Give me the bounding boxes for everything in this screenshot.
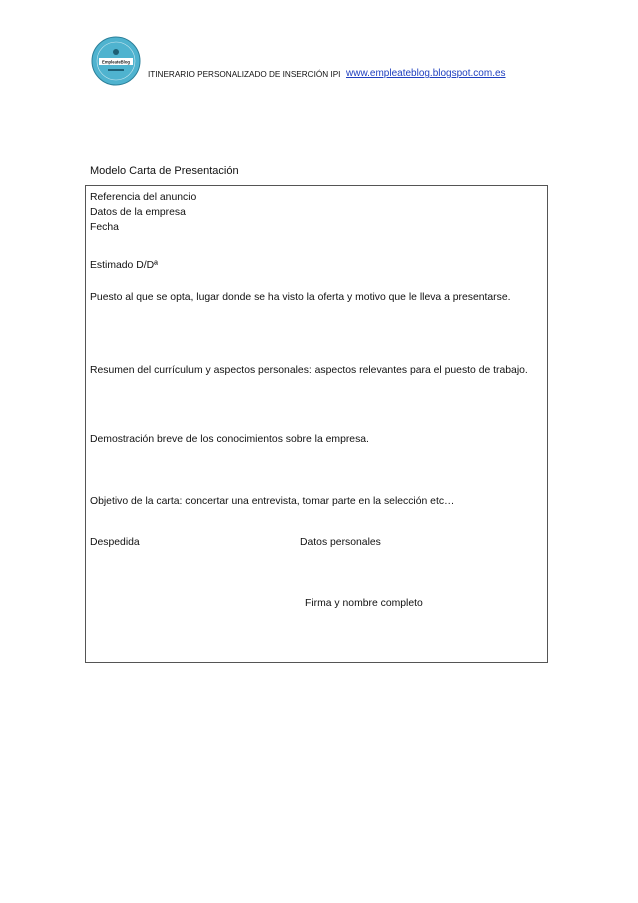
header-title: ITINERARIO PERSONALIZADO DE INSERCIÓN IPI xyxy=(148,70,341,79)
line-datos-personales: Datos personales xyxy=(300,537,381,548)
line-fecha: Fecha xyxy=(90,222,119,233)
line-objetivo: Objetivo de la carta: concertar una entrevista, tomar parte en la selección etc… xyxy=(90,496,455,507)
line-datos-empresa: Datos de la empresa xyxy=(90,207,186,218)
line-despedida: Despedida xyxy=(90,537,140,548)
letter-template-box xyxy=(85,185,548,663)
line-puesto: Puesto al que se opta, lugar donde se ha visto la oferta y motivo que le lleva a presentarse. xyxy=(90,292,511,303)
line-saludo: Estimado D/Dª xyxy=(90,260,158,271)
line-referencia: Referencia del anuncio xyxy=(90,192,197,203)
line-demostracion: Demostración breve de los conocimientos sobre la empresa. xyxy=(90,434,369,445)
line-firma: Firma y nombre completo xyxy=(305,598,423,609)
line-resumen: Resumen del currículum y aspectos personales: aspectos relevantes para el puesto de trabajo. xyxy=(90,365,528,376)
empleateblog-logo xyxy=(91,36,141,86)
svg-text:EmpleateBlog: EmpleateBlog xyxy=(102,59,130,65)
header-url-link[interactable]: www.empleateblog.blogspot.com.es xyxy=(346,68,506,79)
document-title: Modelo Carta de Presentación xyxy=(90,165,239,177)
